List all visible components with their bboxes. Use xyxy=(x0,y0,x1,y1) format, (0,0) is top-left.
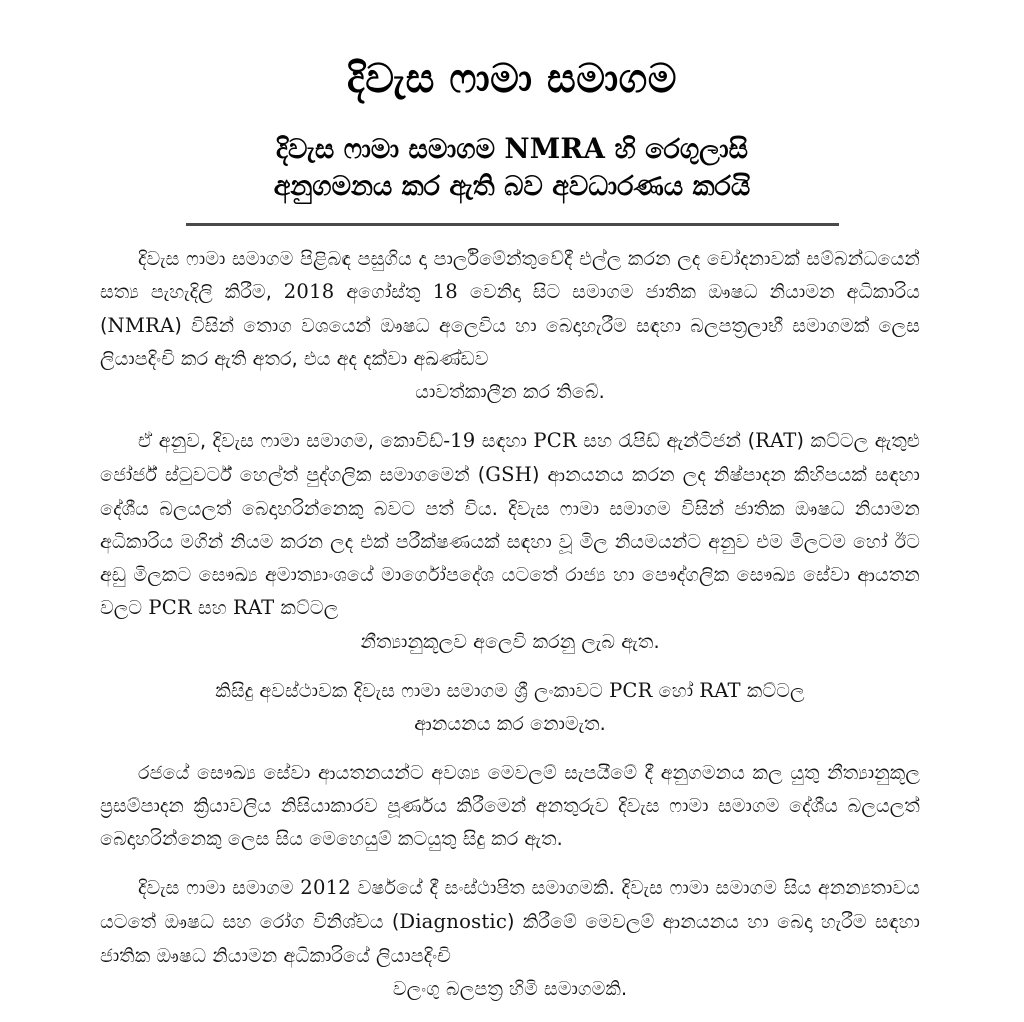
paragraph-3-tail: ආනයනය කර නොමැත. xyxy=(414,712,606,736)
paragraph-4-body: රජයේ සෞඛ්‍ය සේවා ආයතනයන්ට අවශ්‍ය මෙවලම් සැපයීමේ දී අනුගමනය කල යුතු නීත්‍යානුකූල ප්‍රසම්පාදන ක්‍රියාවලිය නිසියාකාරව පූර්ණය කිරීමෙන් අනතුරුව දිවැස ෆාමා සමාගම දේශීය බලයලත් බෙදාහරින්නෙකු ලෙස සිය මෙහෙයුම් කටයුතු සිදු කර ඇත. xyxy=(100,761,920,851)
paragraph-2-tail: නීත්‍යානුකූලව අලෙවි කරනු ලැබ ඇත. xyxy=(360,629,660,653)
paragraph-3 xyxy=(100,674,920,741)
paragraph-4 xyxy=(100,756,920,855)
horizontal-rule xyxy=(186,223,839,226)
paragraph-1-tail: යාවත්කාලීන කර තිබේ. xyxy=(415,380,605,404)
paragraph-5 xyxy=(100,871,920,1004)
paragraph-1 xyxy=(100,242,920,408)
paragraph-5-body: දිවැස ෆාමා සමාගම 2012 වර්ෂයේ දී සංස්ථාපිත සමාගමකි. දිවැස ෆාමා සමාගම සිය අනන්‍යතාවය යටතේ ඖෂධ සහ රෝග විනිශ්චය (Diagnostic) කිරීමේ මෙවලම් ආනයනය හා බෙදා හැරීම සඳහා ජාතික ඖෂධ නියාමන අධිකාරියේ ලියාපදිංචි xyxy=(100,876,920,967)
paragraph-3-body: කිසිදු අවස්ථාවක දිවැස ෆාමා සමාගම ශ්‍රී ලංකාවට PCR හෝ RAT කට්ටල xyxy=(215,678,805,702)
page-title: දිවැස ෆාමා සමාගම xyxy=(347,56,677,102)
page-subtitle xyxy=(0,103,1024,205)
page-subtitle-line-1: දිවැස ෆාමා සමාගම NMRA හි රෙගුලාසි xyxy=(275,133,749,166)
paragraph-2-body: ඒ අනුව, දිවැස ෆාමා සමාගම, කොවිඩ්-19 සඳහා PCR සහ රැපිඩ් ඇන්ටිජන් (RAT) කට්ටල ඇතුළු ජෝර්ජ් ස්ටුවර්ට් හෙල්ත් පුද්ගලික සමාගමෙන් (GSH) ආනයනය කරන ලද නිෂ්පාදන කිහිපයක් සඳහා දේශීය බලයලත් බෙදාහරින්නෙකු බවට පත් විය. දිවැස ෆාමා සමාගම විසින් ජාතික ඖෂධ නියාමන අධිකාරිය මගින් නියම කරන ලද එක් පරීක්ෂණයක් සඳහා වූ මිල නියමයන්ට අනුව එම මිලටම හෝ ඊට අඩු මිලකට සෞඛ්‍ය අමාත්‍යාංශයේ මාර්ගෝපදේශ යටතේ රාජ්‍ය හා පෞද්ගලික සෞඛ්‍ය සේවා ආයතන වලට PCR සහ RAT කට්ටල xyxy=(100,429,920,619)
page-subtitle-line-2: අනුගමනය කර ඇති බව අවධාරණය කරයි xyxy=(273,170,751,202)
paragraph-2 xyxy=(100,424,920,657)
document-body xyxy=(0,226,1024,1005)
divider-container xyxy=(0,205,1024,226)
paragraph-5-tail: වලංගු බලපත්‍ර හිමි සමාගමකි. xyxy=(392,976,628,1000)
paragraph-1-body: දිවැස ෆාමා සමාගම පිළිබඳ පසුගිය දා පාර්ලිමේන්තුවේදී එල්ල කරන ලද චෝදනාවක් සම්බන්ධයෙන් සත්‍ය පැහැදිලි කිරීම, 2018 අගෝස්තු 18 වෙනිදා සිට සමාගම ජාතික ඖෂධ නියාමන අධිකාරිය (NMRA) විසින් තොග වශයෙන් ඖෂධ අලෙවිය හා බෙදාහැරීම සඳහා බලපත්‍රලාභී සමාගමක් ලෙස ලියාපදිංචි කර ඇති අතර, එය අද දක්වා අඛණ්ඩව xyxy=(100,247,920,371)
